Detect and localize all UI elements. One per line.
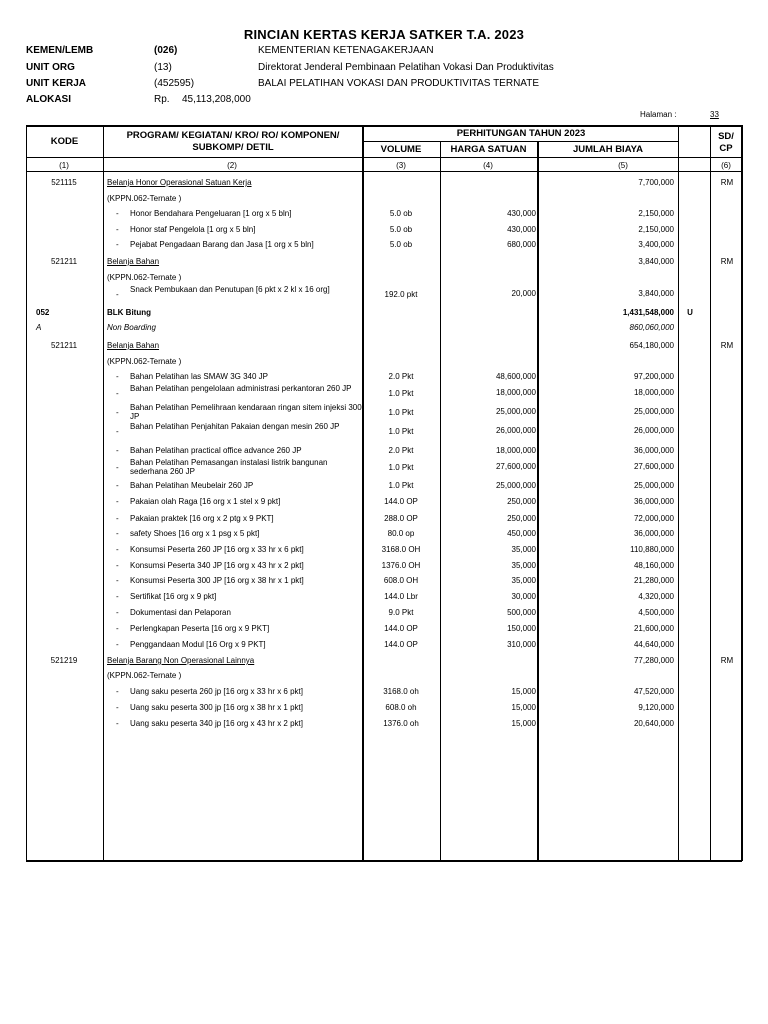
th-sd: SD/	[718, 131, 734, 142]
row-jumlah: 77,280,000	[633, 656, 674, 665]
row-dash: -	[116, 624, 119, 633]
row-uraian: Konsumsi Peserta 300 JP [16 org x 38 hr x 1 pkt]	[130, 576, 304, 585]
row-jumlah: 27,600,000	[633, 462, 674, 471]
row-volume: 5.0 ob	[389, 209, 413, 218]
row-sd: RM	[720, 656, 734, 665]
row-volume: 144.0 OP	[384, 497, 418, 506]
row-volume: 1.0 Pkt	[388, 427, 414, 436]
row-harga: 430,000	[507, 225, 536, 234]
row-jumlah: 860,060,000	[629, 323, 674, 332]
row-volume: 608.0 oh	[385, 703, 417, 712]
row-volume: 1.0 Pkt	[388, 389, 414, 398]
row-kode: A	[36, 323, 42, 332]
row-volume: 608.0 OH	[383, 576, 419, 585]
row-dash: -	[116, 463, 119, 472]
row-harga: 450,000	[507, 529, 536, 538]
row-uraian: Uang saku peserta 300 jp [16 org x 38 hr x 1 pkt]	[130, 703, 303, 712]
header-code: (026)	[154, 45, 178, 56]
row-uraian: Bahan Pelatihan Pemelihraan kendaraan ringan sitem injeksi 300 JP	[130, 403, 362, 421]
row-dash: -	[116, 561, 119, 570]
row-jumlah: 36,000,000	[633, 446, 674, 455]
row-jumlah: 48,160,000	[633, 561, 674, 570]
row-uraian: Non Boarding	[107, 323, 156, 332]
row-sd: RM	[720, 257, 734, 266]
row-jumlah: 4,500,000	[638, 608, 674, 617]
row-jumlah: 2,150,000	[638, 209, 674, 218]
th-program: PROGRAM/ KEGIATAN/ KRO/ RO/ KOMPONEN/	[126, 130, 340, 141]
colnum: (2)	[227, 161, 237, 170]
row-dash: -	[116, 240, 119, 249]
row-harga: 35,000	[511, 576, 536, 585]
row-uraian: Konsumsi Peserta 340 JP [16 org x 43 hr x 2 pkt]	[130, 561, 304, 570]
row-uraian: Honor staf Pengelola [1 org x 5 bln]	[130, 225, 256, 234]
row-uraian: (KPPN.062-Ternate )	[107, 194, 182, 203]
th-jumlah: JUMLAH BIAYA	[572, 144, 644, 155]
row-uraian: Pejabat Pengadaan Barang dan Jasa [1 org x 5 bln]	[130, 240, 314, 249]
header-label: UNIT ORG	[26, 62, 75, 73]
header-desc: 45,113,208,000	[182, 94, 251, 105]
row-volume: 1376.0 OH	[381, 561, 421, 570]
row-dash: -	[116, 608, 119, 617]
row-volume: 3168.0 OH	[381, 545, 421, 554]
row-uraian: Pakaian praktek [16 org x 2 ptg x 9 PKT]	[130, 514, 274, 523]
colnum: (6)	[721, 161, 731, 170]
row-jumlah: 3,840,000	[638, 289, 674, 298]
header-code: (452595)	[154, 78, 195, 89]
row-jumlah: 44,640,000	[633, 640, 674, 649]
row-jumlah: 2,150,000	[638, 225, 674, 234]
header-label: ALOKASI	[26, 94, 71, 105]
th-perhitungan: PERHITUNGAN TAHUN 2023	[456, 128, 586, 139]
row-dash: -	[116, 209, 119, 218]
row-uraian: Belanja Honor Operasional Satuan Kerja	[107, 178, 252, 187]
row-uraian: Uang saku peserta 340 jp [16 org x 43 hr x 2 pkt]	[130, 719, 303, 728]
row-harga: 310,000	[507, 640, 536, 649]
row-uraian: Penggandaan Modul [16 Org x 9 PKT]	[130, 640, 266, 649]
row-harga: 26,000,000	[495, 426, 536, 435]
row-harga: 680,000	[507, 240, 536, 249]
row-dash: -	[116, 576, 119, 585]
colnum: (5)	[618, 161, 628, 170]
row-volume: 1.0 Pkt	[388, 408, 414, 417]
row-jumlah: 25,000,000	[633, 481, 674, 490]
row-jumlah: 21,280,000	[633, 576, 674, 585]
th-kode: KODE	[50, 136, 79, 147]
row-uraian: Dokumentasi dan Pelaporan	[130, 608, 231, 617]
row-volume: 1.0 Pkt	[388, 481, 414, 490]
row-harga: 15,000	[511, 687, 536, 696]
row-dash: -	[116, 389, 119, 398]
row-volume: 1376.0 oh	[383, 719, 419, 728]
row-jumlah: 110,880,000	[630, 545, 674, 554]
row-harga: 20,000	[511, 289, 536, 298]
header-code: (13)	[154, 62, 172, 73]
row-uraian: Konsumsi Peserta 260 JP [16 org x 33 hr x 6 pkt]	[130, 545, 304, 554]
row-uraian: Bahan Pelatihan practical office advance 260 JP	[130, 446, 302, 455]
row-volume: 2.0 Pkt	[388, 446, 414, 455]
row-jumlah: 47,520,000	[633, 687, 674, 696]
row-harga: 430,000	[507, 209, 536, 218]
row-kode: 521219	[50, 656, 78, 665]
row-harga: 25,000,000	[495, 481, 536, 490]
row-harga: 35,000	[511, 545, 536, 554]
row-volume: 144.0 OP	[384, 624, 418, 633]
row-harga: 150,000	[507, 624, 536, 633]
row-jumlah: 97,200,000	[633, 372, 674, 381]
row-uraian: (KPPN.062-Ternate )	[107, 273, 182, 282]
header-desc: Direktorat Jenderal Pembinaan Pelatihan Vokasi Dan Produktivitas	[258, 62, 554, 73]
row-volume: 5.0 ob	[389, 225, 413, 234]
row-uraian: Pakaian olah Raga [16 org x 1 stel x 9 pkt]	[130, 497, 281, 506]
colnum: (3)	[396, 161, 406, 170]
colnum: (4)	[483, 161, 493, 170]
row-kode: 521115	[51, 178, 77, 187]
header-desc: KEMENTERIAN KETENAGAKERJAAN	[258, 45, 434, 56]
row-harga: 30,000	[511, 592, 536, 601]
row-uraian: Belanja Barang Non Operasional Lainnya	[107, 656, 255, 665]
row-jumlah: 654,180,000	[629, 341, 674, 350]
row-uraian: Bahan Pelatihan pengelolaan administrasi perkantoran 260 JP	[130, 384, 352, 393]
row-harga: 18,000,000	[495, 388, 536, 397]
row-uraian: Bahan Pelatihan Pemasangan instalasi listrik bangunan sederhana 260 JP	[130, 458, 328, 476]
row-harga: 25,000,000	[495, 407, 536, 416]
row-uraian: Snack Pembukaan dan Penutupan [6 pkt x 2 kl x 16 org]	[130, 285, 330, 294]
row-uraian: safety Shoes [16 org x 1 psg x 5 pkt]	[130, 529, 260, 538]
row-jumlah: 26,000,000	[633, 426, 674, 435]
halaman-value: 33	[710, 110, 719, 119]
row-uraian: Honor Bendahara Pengeluaran [1 org x 5 bln]	[130, 209, 292, 218]
row-volume: 3168.0 oh	[383, 687, 419, 696]
row-dash: -	[116, 514, 119, 523]
row-uraian: Perlengkapan Peserta [16 org x 9 PKT]	[130, 624, 270, 633]
row-jumlah: 20,640,000	[633, 719, 674, 728]
th-cp: CP	[719, 143, 733, 154]
row-kode: 521211	[50, 341, 78, 350]
row-harga: 250,000	[507, 497, 536, 506]
row-uraian: Belanja Bahan	[107, 341, 160, 350]
row-harga: 500,000	[507, 608, 536, 617]
row-harga: 48,600,000	[495, 372, 536, 381]
row-volume: 1.0 Pkt	[388, 463, 414, 472]
row-uraian: BLK Bitung	[107, 308, 151, 317]
row-harga: 15,000	[511, 703, 536, 712]
row-uraian: Uang saku peserta 260 jp [16 org x 33 hr x 6 pkt]	[130, 687, 303, 696]
row-kode: 052	[36, 308, 50, 317]
row-harga: 18,000,000	[495, 446, 536, 455]
row-jumlah: 36,000,000	[633, 529, 674, 538]
row-dash: -	[116, 640, 119, 649]
row-jumlah: 18,000,000	[633, 388, 674, 397]
row-uraian: (KPPN.062-Ternate )	[107, 671, 182, 680]
header-label: KEMEN/LEMB	[26, 45, 94, 56]
row-dash: -	[116, 372, 119, 381]
row-volume: 80.0 op	[387, 529, 415, 538]
row-dash: -	[116, 497, 119, 506]
row-volume: 5.0 ob	[389, 240, 413, 249]
row-dash: -	[116, 481, 119, 490]
row-dash: -	[116, 719, 119, 728]
row-dash: -	[116, 703, 119, 712]
row-dash: -	[116, 446, 119, 455]
row-jumlah: 36,000,000	[633, 497, 674, 506]
th-volume: VOLUME	[380, 144, 422, 155]
row-kode: 521211	[50, 257, 78, 266]
row-harga: 15,000	[511, 719, 536, 728]
row-volume: 144.0 OP	[384, 640, 418, 649]
row-jumlah: 9,120,000	[638, 703, 674, 712]
row-dash: -	[116, 592, 119, 601]
row-volume: 192.0 pkt	[384, 290, 418, 299]
row-sd: RM	[720, 178, 734, 187]
row-dash: -	[116, 290, 119, 299]
row-jumlah: 7,700,000	[638, 178, 674, 187]
row-dash: -	[116, 545, 119, 554]
row-harga: 35,000	[511, 561, 536, 570]
row-uraian: Belanja Bahan	[107, 257, 160, 266]
row-dash: -	[116, 529, 119, 538]
row-jumlah: 25,000,000	[633, 407, 674, 416]
row-jumlah: 4,320,000	[638, 592, 674, 601]
row-sd: RM	[720, 341, 734, 350]
header-code: Rp.	[154, 94, 170, 105]
row-uraian: Bahan Pelatihan Meubelair 260 JP	[130, 481, 254, 490]
page-number	[640, 110, 719, 119]
th-harga: HARGA SATUAN	[450, 144, 527, 155]
row-jumlah: 21,600,000	[633, 624, 674, 633]
colnum: (1)	[59, 161, 69, 170]
row-harga: 27,600,000	[495, 462, 536, 471]
row-jumlah: 3,400,000	[638, 240, 674, 249]
header-label: UNIT KERJA	[26, 78, 87, 89]
row-jumlah: 3,840,000	[638, 257, 674, 266]
row-volume: 288.0 OP	[384, 514, 418, 523]
row-volume: 144.0 Lbr	[384, 592, 418, 601]
row-uraian: Sertifikat [16 org x 9 pkt]	[130, 592, 217, 601]
row-jumlah: 72,000,000	[633, 514, 674, 523]
row-dash: -	[116, 225, 119, 234]
halaman-label: Halaman :	[640, 110, 677, 119]
row-jumlah: 1,431,548,000	[622, 308, 674, 317]
row-volume: 2.0 Pkt	[388, 372, 414, 381]
row-dash: -	[116, 408, 119, 417]
row-dash: -	[116, 427, 119, 436]
row-uraian: Bahan Pelatihan las SMAW 3G 340 JP	[130, 372, 268, 381]
row-harga: 250,000	[507, 514, 536, 523]
row-volume: 9.0 Pkt	[388, 608, 414, 617]
row-u: U	[687, 308, 693, 317]
th-program-2: SUBKOMP/ DETIL	[192, 142, 274, 153]
row-uraian: Bahan Pelatihan Penjahitan Pakaian dengan mesin 260 JP	[130, 422, 340, 431]
row-dash: -	[116, 687, 119, 696]
row-uraian: (KPPN.062-Ternate )	[107, 357, 182, 366]
document-title: RINCIAN KERTAS KERJA SATKER T.A. 2023	[243, 27, 525, 42]
header-desc: BALAI PELATIHAN VOKASI DAN PRODUKTIVITAS TERNATE	[258, 78, 539, 89]
